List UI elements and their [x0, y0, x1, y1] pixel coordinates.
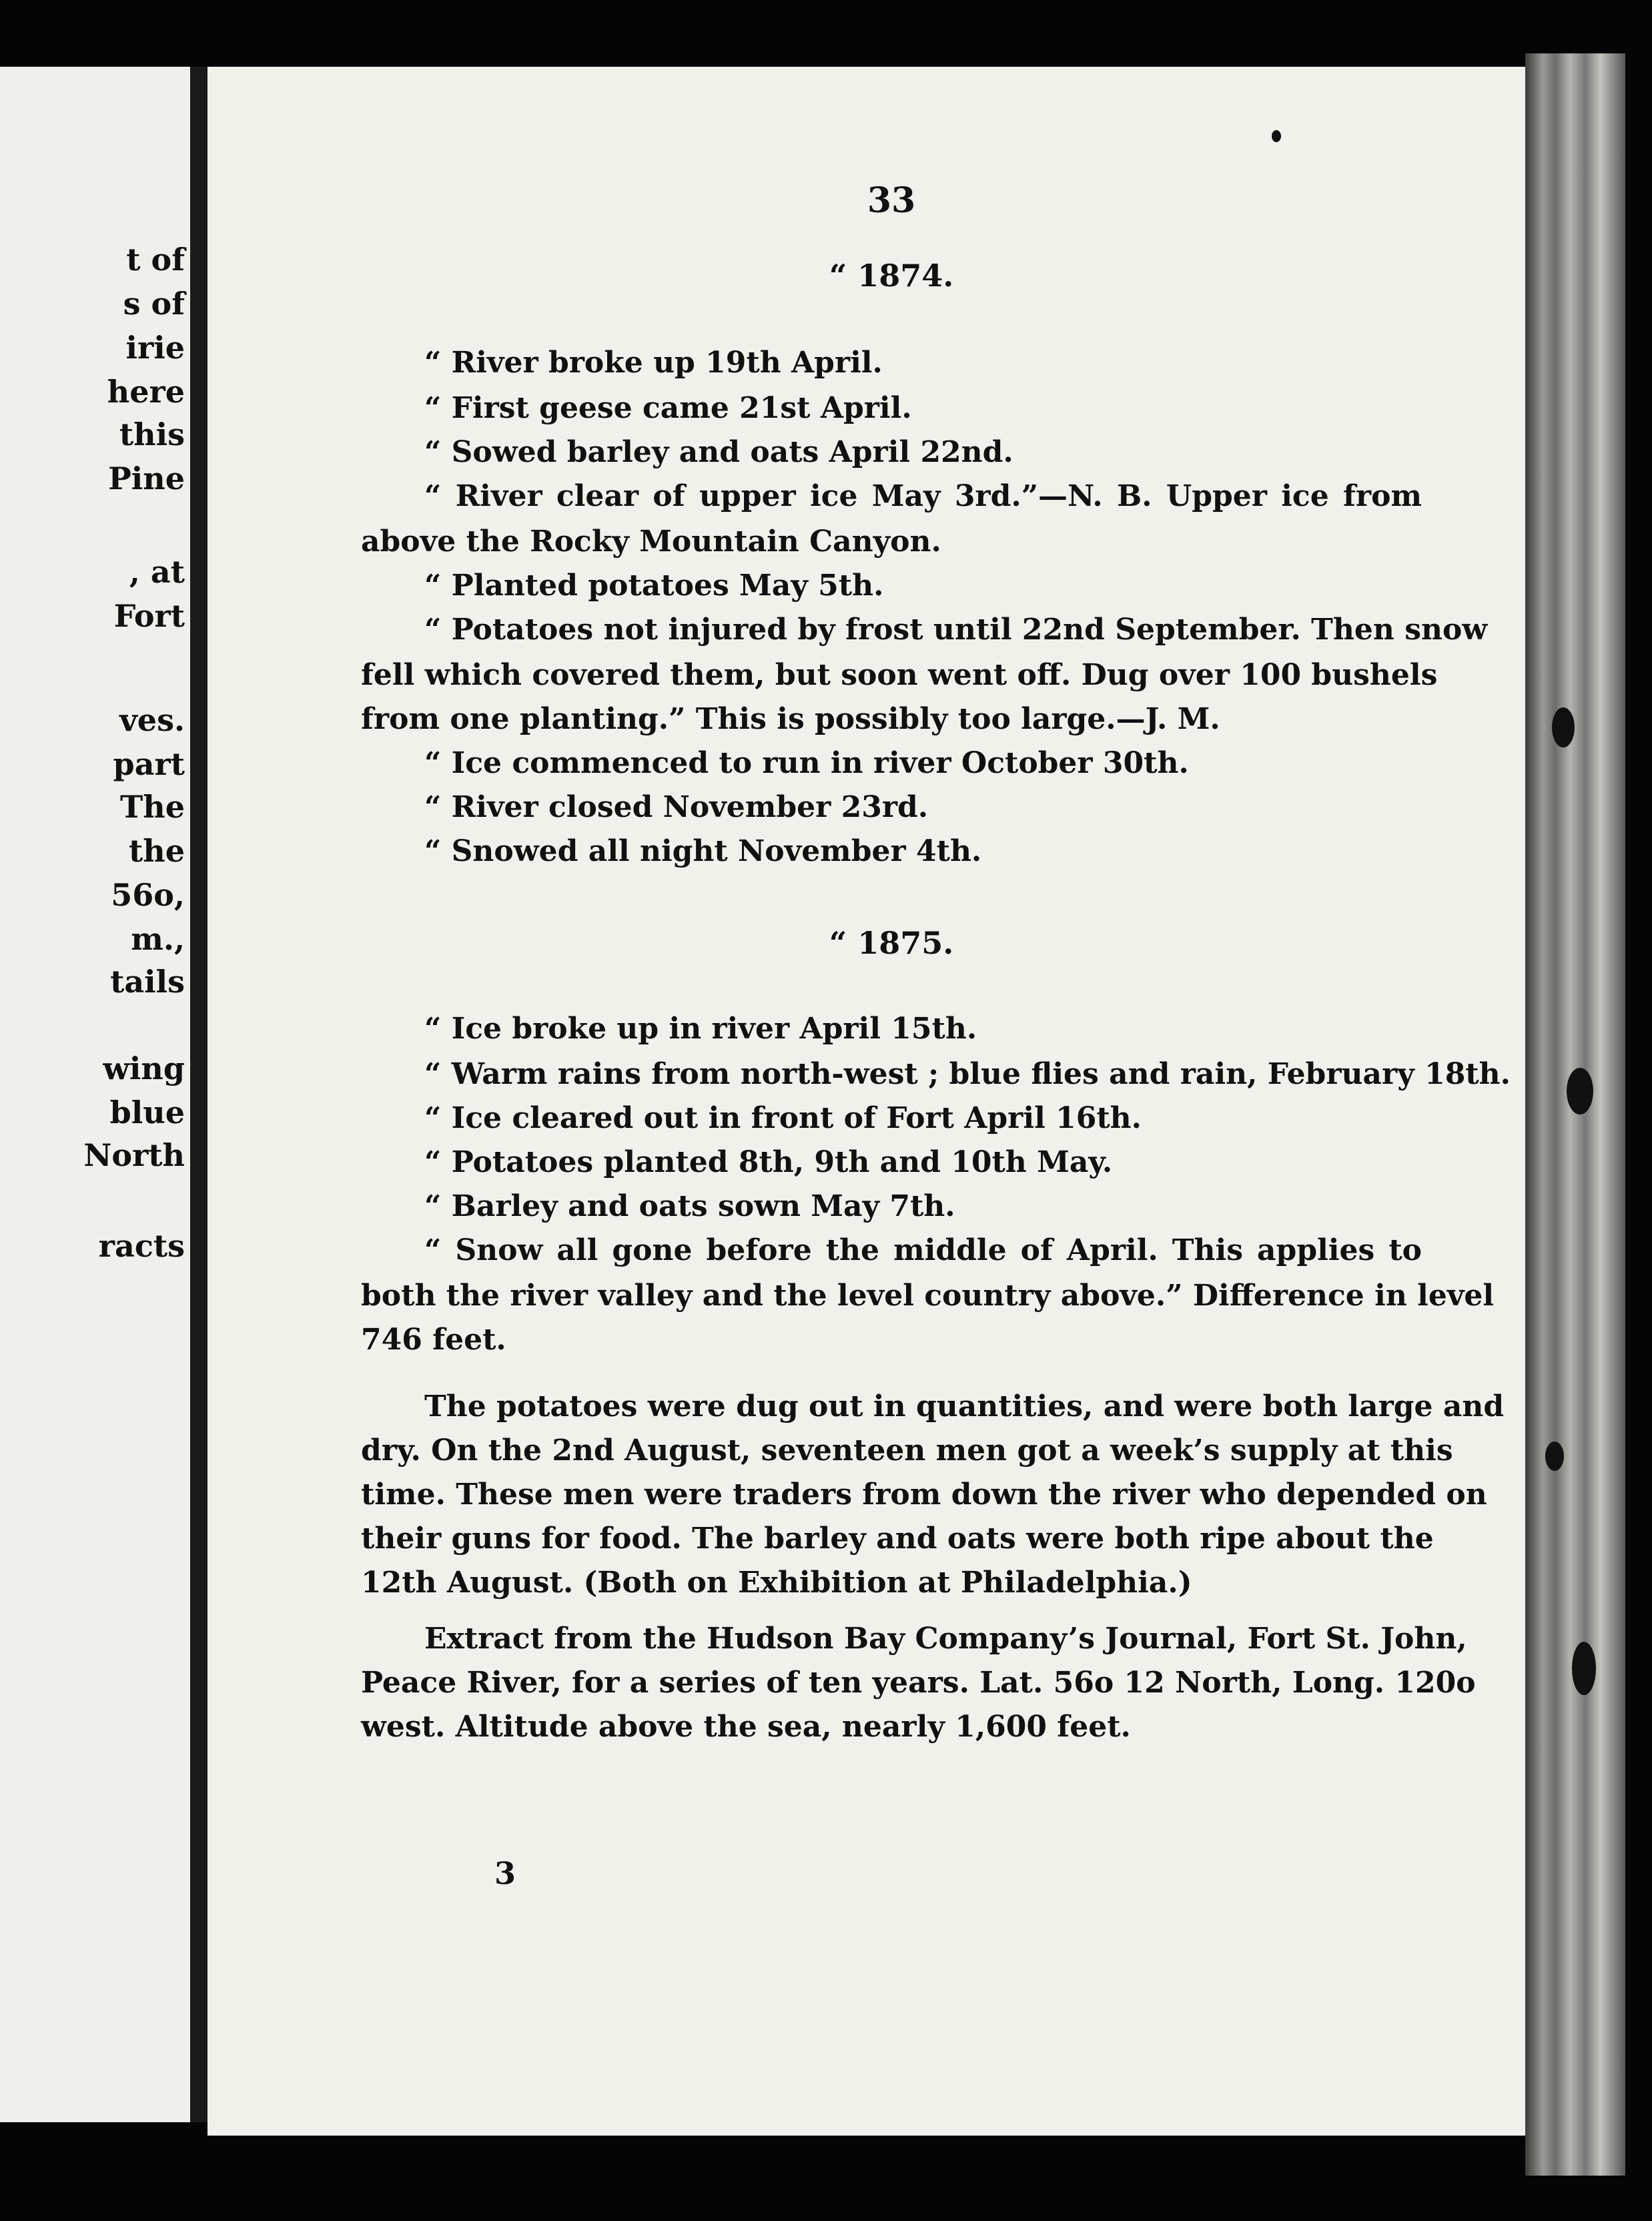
entry-line: “ Potatoes planted 8th, 9th and 10th May. — [424, 1145, 1113, 1179]
left-text-fragment: irie — [125, 330, 185, 366]
entry-line: from one planting.” This is possibly too large.—J. M. — [361, 702, 1220, 736]
page-edge — [1525, 53, 1625, 2176]
entry-line: “ Ice broke up in river April 15th. — [424, 1012, 977, 1046]
left-text-fragment: racts — [98, 1228, 185, 1264]
left-text-fragment: The — [120, 789, 185, 825]
paragraph-line: 12th August. (Both on Exhibition at Philadelphia.) — [361, 1566, 1192, 1600]
entry-line: “ Snowed all night November 4th. — [424, 834, 982, 868]
ink-spot — [1567, 1068, 1593, 1115]
entry-line: “ Sowed barley and oats April 22nd. — [424, 435, 1013, 469]
entry-line: “ Ice cleared out in front of Fort April 16th. — [424, 1101, 1142, 1135]
paragraph-line: Extract from the Hudson Bay Company’s Journal, Fort St. John, — [424, 1622, 1467, 1656]
entry-line: “ Ice commenced to run in river October 30th. — [424, 746, 1189, 780]
left-text-fragment: m., — [131, 921, 185, 957]
left-text-fragment: ves. — [119, 702, 185, 738]
left-text-fragment: here — [107, 374, 185, 410]
entry-line: “ Barley and oats sown May 7th. — [424, 1189, 955, 1223]
left-text-fragment: 56o, — [111, 877, 185, 913]
paragraph-line: their guns for food. The barley and oats were both ripe about the — [361, 1522, 1434, 1556]
paragraph-line: dry. On the 2nd August, seventeen men got a week’s supply at this — [361, 1434, 1453, 1468]
entry-line: 746 feet. — [361, 1323, 506, 1357]
left-text-fragment: wing — [103, 1050, 185, 1086]
left-text-fragment: Fort — [113, 598, 185, 634]
entry-line: “ Potatoes not injured by frost until 22nd September. Then snow — [424, 613, 1488, 647]
left-text-fragment: blue — [109, 1094, 185, 1131]
entry-line: above the Rocky Mountain Canyon. — [361, 525, 941, 559]
ink-spot — [1545, 1442, 1564, 1471]
signature-mark: 3 — [494, 1855, 516, 1891]
left-text-fragment: North — [83, 1137, 185, 1173]
entry-line: “ Planted potatoes May 5th. — [424, 569, 884, 603]
entry-line: “ River broke up 19th April. — [424, 346, 883, 380]
paragraph-line: The potatoes were dug out in quantities, and were both large and — [424, 1389, 1505, 1423]
book-gutter — [194, 67, 208, 2122]
entry-line: fell which covered them, but soon went off. Dug over 100 bushels — [361, 658, 1438, 692]
entry-line: “ Warm rains from north-west ; blue flies and rain, February 18th. — [424, 1057, 1511, 1091]
ink-spot — [1572, 1642, 1596, 1695]
paragraph-line: west. Altitude above the sea, nearly 1,600 feet. — [361, 1710, 1131, 1744]
year-heading-1874: “ 1874. — [829, 258, 954, 294]
left-text-fragment: the — [129, 833, 185, 869]
entry-line: both the river valley and the level country above.” Difference in level — [361, 1279, 1495, 1313]
left-text-fragment: this — [119, 416, 185, 452]
left-text-fragment: tails — [110, 964, 185, 1000]
entry-line: “ River clear of upper ice May 3rd.”—N. B. Upper ice from — [424, 479, 1422, 513]
entry-line: “ Snow all gone before the middle of April. This applies to — [424, 1233, 1422, 1267]
paragraph-line: Peace River, for a series of ten years. Lat. 56o 12 North, Long. 120o — [361, 1666, 1476, 1700]
page-number: 33 — [867, 180, 916, 221]
left-text-fragment: , at — [129, 554, 185, 590]
page-text — [361, 67, 1511, 2136]
entry-line: “ River closed November 23rd. — [424, 790, 929, 824]
paragraph-line: time. These men were traders from down the river who depended on — [361, 1478, 1487, 1512]
left-text-fragment: t of — [126, 242, 185, 278]
book-page — [208, 67, 1525, 2136]
left-text-fragment: part — [113, 746, 185, 782]
left-page-fragment — [0, 67, 194, 2122]
ink-spot — [1552, 707, 1575, 747]
entry-line: “ First geese came 21st April. — [424, 391, 912, 425]
left-text-fragment: Pine — [108, 460, 185, 497]
year-heading-1875: “ 1875. — [829, 925, 954, 961]
left-text-fragment: s of — [123, 286, 185, 322]
